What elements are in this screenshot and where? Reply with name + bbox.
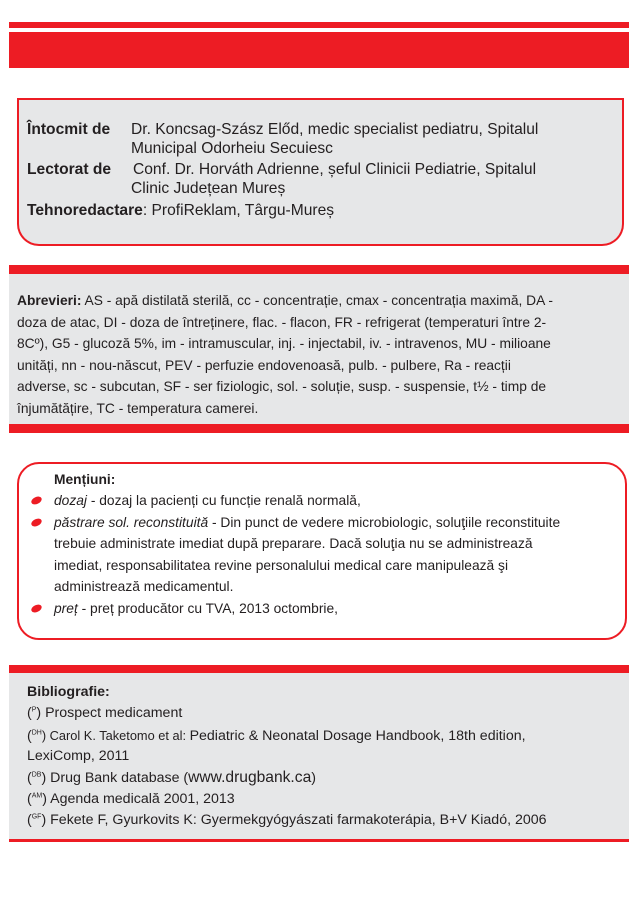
typesetting-row	[27, 201, 334, 220]
abbreviations-line: 8Cº), G5 - glucoză 5%, im - intramuscular, inj. - injectabil, iv. - intravenos, MU - milioane	[17, 336, 551, 352]
mention-text: - dozaj la pacienți cu funcție renală normală,	[86, 493, 361, 508]
abbreviations-line: doza de atac, DI - doza de întreținere, flac. - flacon, FR - refrigerat (temperaturi între 2-	[17, 314, 547, 330]
header-bar	[9, 32, 629, 68]
author-label: Întocmit de	[27, 121, 111, 138]
mention-item	[54, 490, 361, 512]
citation-code: AM	[31, 792, 43, 800]
bibliography-top-bar	[9, 665, 629, 673]
citation-code: DB	[31, 771, 42, 779]
typesetting-text: : ProfiReklam, Târgu-Mureș	[142, 202, 335, 219]
mention-term: preț	[54, 601, 78, 616]
reviewer-text-cont: Clinic Județean Mureș	[131, 180, 286, 197]
citation-url: www.drugbank.ca	[188, 769, 312, 786]
citation-code: GF	[31, 813, 42, 821]
mention-text: - preț producător cu TVA, 2013 octombrie,	[77, 601, 339, 616]
bibliography-item: ($^{GF}$) Fekete F, Gyurkovits K: Gyermekgyógyászati farmakoterápia, B+V Kiadó, 2006	[27, 812, 547, 828]
mention-term: păstrare sol. reconstituită	[54, 515, 209, 530]
abbreviations-line: înjumătățire, TC - temperatura camerei.	[17, 400, 259, 416]
mention-item	[54, 598, 338, 620]
mentions-title: Mențiuni:	[54, 472, 116, 487]
reviewer-text: Conf. Dr. Horváth Adrienne, șeful Clinicii Pediatrie, Spitalul	[133, 161, 537, 178]
citation-text: ) Fekete F, Gyurkovits K: Gyermekgyógyászati farmakoterápia, B+V Kiadó, 2006	[41, 812, 547, 828]
typesetting-label: Tehnoredactare	[27, 202, 143, 219]
reviewer-row	[27, 160, 111, 179]
author-text-cont: Municipal Odorheiu Secuiesc	[131, 140, 333, 157]
author-text: Dr. Koncsag-Szász Előd, medic specialist pediatru, Spitalul	[131, 121, 539, 138]
mention-text-cont: administrează medicamentul.	[54, 579, 234, 594]
citation-text-cont: LexiComp, 2011	[27, 748, 130, 764]
abbreviations-top-bar	[9, 265, 629, 274]
citation-text: Pediatric & Neonatal Dosage Handbook, 18th edition,	[189, 728, 526, 744]
mention-item	[54, 512, 560, 534]
mention-text-cont: trebuie administrate imediat după preparare. Dacă soluţia nu se administrează	[54, 536, 533, 551]
bibliography-item: ($^P$) Prospect medicament	[27, 705, 183, 721]
mention-text: - Din punct de vedere microbiologic, soluţiile reconstituite	[208, 515, 561, 530]
citation-text: ) Agenda medicală 2001, 2013	[42, 791, 235, 807]
abbreviations-text	[17, 290, 617, 420]
bibliography-title: Bibliografie:	[27, 684, 110, 700]
abbreviations-bottom-bar	[9, 424, 629, 433]
citation-text: ) Prospect medicament	[36, 705, 183, 721]
header-thin-bar	[9, 22, 629, 28]
abbreviations-line: unități, nn - nou-născut, PEV - perfuzie endovenoasă, pulb. - pulbere, Ra - reacții	[17, 357, 511, 373]
reviewer-label: Lectorat de	[27, 161, 112, 178]
citation-text: ) Drug Bank database (	[41, 770, 189, 786]
bibliography-bottom-bar	[9, 839, 629, 842]
mention-text-cont: imediat, responsabilitatea revine personalului medical care manipulează şi	[54, 558, 509, 573]
bibliography-item: ($^{AM}$) Agenda medicală 2001, 2013	[27, 791, 235, 807]
authors-card-top-line	[17, 98, 624, 100]
bibliography-item: ($^{DB}$) Drug Bank database (www.drugbank.ca)	[27, 769, 316, 786]
abbreviations-label: Abrevieri:	[17, 293, 82, 308]
mention-term: dozaj	[54, 493, 87, 508]
abbreviations-line: adverse, sc - subcutan, SF - ser fiziologic, sol. - soluție, susp. - suspensie, t½ - timp de	[17, 379, 547, 395]
abbreviations-line: AS - apă distilată sterilă, cc - concentrație, cmax - concentrația maximă, DA -	[81, 293, 553, 308]
citation-tail: )	[311, 770, 316, 786]
bibliography-item: ($^{DH}$) Carol K. Taketomo et al: Pediatric & Neonatal Dosage Handbook, 18th edition,	[27, 728, 526, 744]
authors-row-1	[27, 120, 110, 139]
citation-code: P	[31, 706, 37, 714]
citation-authors: ) Carol K. Taketomo et al:	[41, 728, 190, 743]
citation-code: DH	[31, 729, 42, 737]
